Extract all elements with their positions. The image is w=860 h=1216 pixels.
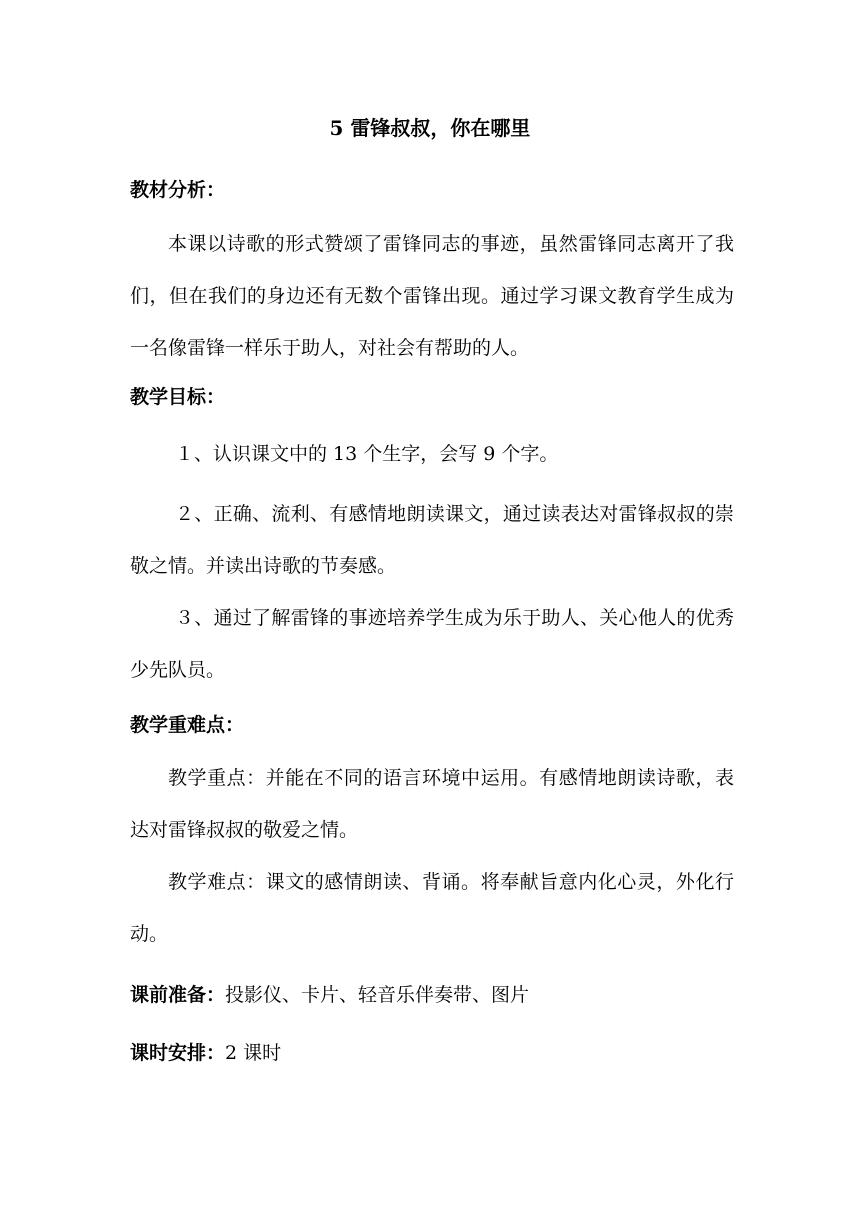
preparation-row <box>130 981 529 1009</box>
key-focus-paragraph: 教学重点：并能在不同的语言环境中运用。有感情地朗读诗歌，表达对雷锋叔叔的敬爱之情。 <box>130 767 734 841</box>
analysis-paragraph: 本课以诗歌的形式赞颂了雷锋同志的事迹，虽然雷锋同志离开了我们，但在我们的身边还有无数个雷锋出现。通过学习课文教育学生成为一名像雷锋一样乐于助人，对社会有帮助的人。 <box>130 233 734 359</box>
objective-item-2: ２、正确、流利、有感情地朗读课文，通过读表达对雷锋叔叔的崇敬之情。并读出诗歌的节奏感。 <box>130 503 734 577</box>
objective-item-1: １、认识课文中的 13 个生字，会写 9 个字。 <box>175 443 559 465</box>
preparation-value: 投影仪、卡片、轻音乐伴奏带、图片 <box>225 984 530 1006</box>
analysis-heading: 教材分析： <box>130 179 226 201</box>
key-difficulty-paragraph: 教学难点：课文的感情朗读、背诵。将奉献旨意内化心灵，外化行动。 <box>130 871 734 945</box>
schedule-value: 2 课时 <box>225 1042 282 1064</box>
key-points-heading: 教学重难点： <box>130 714 245 736</box>
objective-item-3: ３、通过了解雷锋的事迹培养学生成为乐于助人、关心他人的优秀少先队员。 <box>130 607 734 681</box>
document-title: 5 雷锋叔叔，你在哪里 <box>329 116 531 140</box>
preparation-label: 课前准备： <box>130 984 226 1006</box>
objectives-heading: 教学目标： <box>130 386 226 408</box>
schedule-label: 课时安排： <box>130 1042 226 1064</box>
schedule-row <box>130 1039 281 1067</box>
